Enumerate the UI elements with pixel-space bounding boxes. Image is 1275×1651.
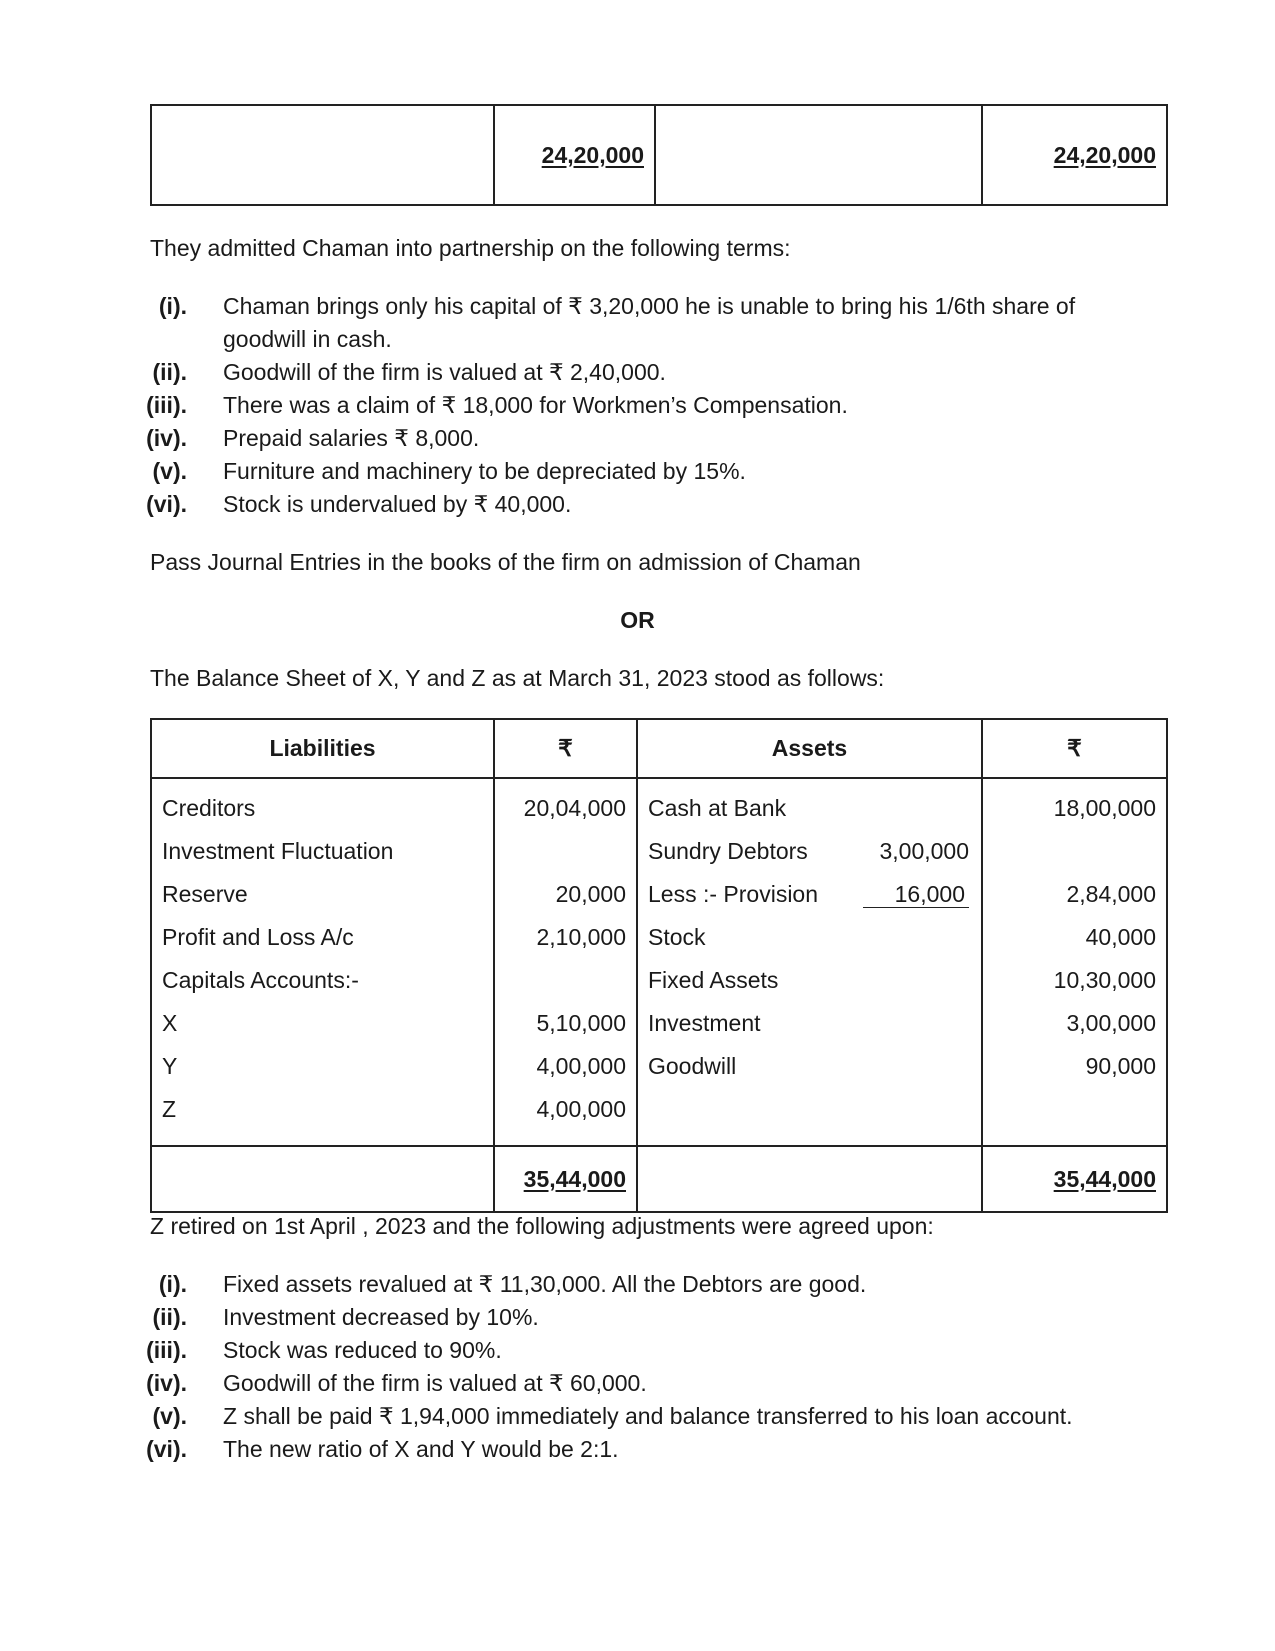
- list-item: (iv). Prepaid salaries ₹ 8,000.: [146, 425, 480, 451]
- table-cell: 4,00,000: [536, 1053, 626, 1079]
- liabilities-amount-header: ₹: [494, 719, 637, 778]
- table-row: Sundry Debtors 3,00,000: [648, 838, 969, 864]
- table-row: Stock: [648, 924, 706, 950]
- table-row: Fixed Assets: [648, 967, 779, 993]
- retirement-terms-list: [135, 1268, 1130, 1466]
- bs-liabilities-total: 35,44,000: [523, 1165, 626, 1192]
- liabilities-header: Liabilities: [151, 719, 494, 778]
- table-row: Investment Fluctuation: [162, 838, 394, 864]
- table-row: Reserve: [162, 881, 248, 907]
- assets-labels: [638, 779, 981, 1102]
- balance-sheet-table: [150, 718, 1168, 1213]
- table-cell: 5,10,000: [536, 1010, 626, 1036]
- table-cell: 90,000: [1085, 1053, 1156, 1079]
- empty-liabilities-cell: [151, 105, 494, 205]
- liabilities-labels: [152, 779, 493, 1145]
- admission-intro: They admitted Chaman into partnership on the following terms:: [150, 235, 791, 261]
- previous-balance-sheet-totals: [150, 104, 1168, 206]
- table-row: Goodwill: [648, 1053, 737, 1079]
- retirement-intro: Z retired on 1st April , 2023 and the following adjustments were agreed upon:: [150, 1213, 934, 1239]
- table-row: Capitals Accounts:-: [162, 967, 359, 993]
- or-separator: OR: [620, 607, 655, 633]
- assets-header: Assets: [637, 719, 982, 778]
- table-row: Z: [162, 1096, 177, 1122]
- table-cell: 3,00,000: [1066, 1010, 1156, 1036]
- header-row: [151, 719, 1167, 778]
- list-item: (i). Chaman brings only his capital of ₹ 3,20,000 he is unable to bring his 1/6th share of goodwill in cash.: [158, 293, 1076, 352]
- table-row: Cash at Bank: [648, 795, 787, 821]
- table-cell: 2,84,000: [1066, 881, 1156, 907]
- liabilities-total: 24,20,000: [541, 141, 644, 168]
- table-cell: 4,00,000: [536, 1096, 626, 1122]
- table-row: X: [162, 1010, 178, 1036]
- list-item: (i). Fixed assets revalued at ₹ 11,30,000. All the Debtors are good.: [158, 1271, 867, 1297]
- list-item: (v). Z shall be paid ₹ 1,94,000 immediately and balance transferred to his loan account.: [152, 1403, 1073, 1429]
- list-item: (iii). Stock was reduced to 90%.: [146, 1337, 502, 1363]
- list-item: (vi). The new ratio of X and Y would be 2:1.: [146, 1436, 619, 1462]
- table-row: Creditors: [162, 795, 256, 821]
- table-cell: 10,30,000: [1053, 967, 1156, 993]
- table-row: Profit and Loss A/c: [162, 924, 354, 950]
- table-row: Y: [162, 1053, 178, 1079]
- liabilities-amounts: [495, 779, 636, 1145]
- list-item: (ii). Goodwill of the firm is valued at ₹ 2,40,000.: [152, 359, 666, 385]
- assets-total: 24,20,000: [1053, 141, 1156, 168]
- table-row: Less :- Provision 16,000: [648, 873, 971, 916]
- list-item: (vi). Stock is undervalued by ₹ 40,000.: [146, 491, 572, 517]
- list-item: (ii). Investment decreased by 10%.: [152, 1304, 539, 1330]
- list-item: (iii). There was a claim of ₹ 18,000 for Workmen’s Compensation.: [146, 392, 848, 418]
- balance-sheet-intro: The Balance Sheet of X, Y and Z as at March 31, 2023 stood as follows:: [150, 665, 885, 691]
- empty-assets-cell: [655, 105, 982, 205]
- admission-terms-list: [135, 290, 1130, 521]
- table-cell: 2,10,000: [536, 924, 626, 950]
- assets-amounts: [983, 779, 1166, 1102]
- body-row: [151, 778, 1167, 1146]
- table-cell: [505, 830, 626, 873]
- list-item: (iv). Goodwill of the firm is valued at ₹ 60,000.: [146, 1370, 647, 1396]
- table-cell: 20,000: [555, 881, 626, 907]
- assets-amount-header: ₹: [982, 719, 1167, 778]
- list-item: (v). Furniture and machinery to be depreciated by 15%.: [152, 458, 746, 484]
- table-cell: 40,000: [1085, 924, 1156, 950]
- bs-assets-total: 35,44,000: [1053, 1165, 1156, 1192]
- table-cell: 18,00,000: [1053, 795, 1156, 821]
- table-cell: [505, 959, 626, 1002]
- table-cell: 20,04,000: [523, 795, 626, 821]
- table-row: Investment: [648, 1010, 761, 1036]
- table-cell: [993, 830, 1156, 873]
- admission-instruction: Pass Journal Entries in the books of the firm on admission of Chaman: [150, 549, 861, 575]
- totals-row: [151, 1146, 1167, 1212]
